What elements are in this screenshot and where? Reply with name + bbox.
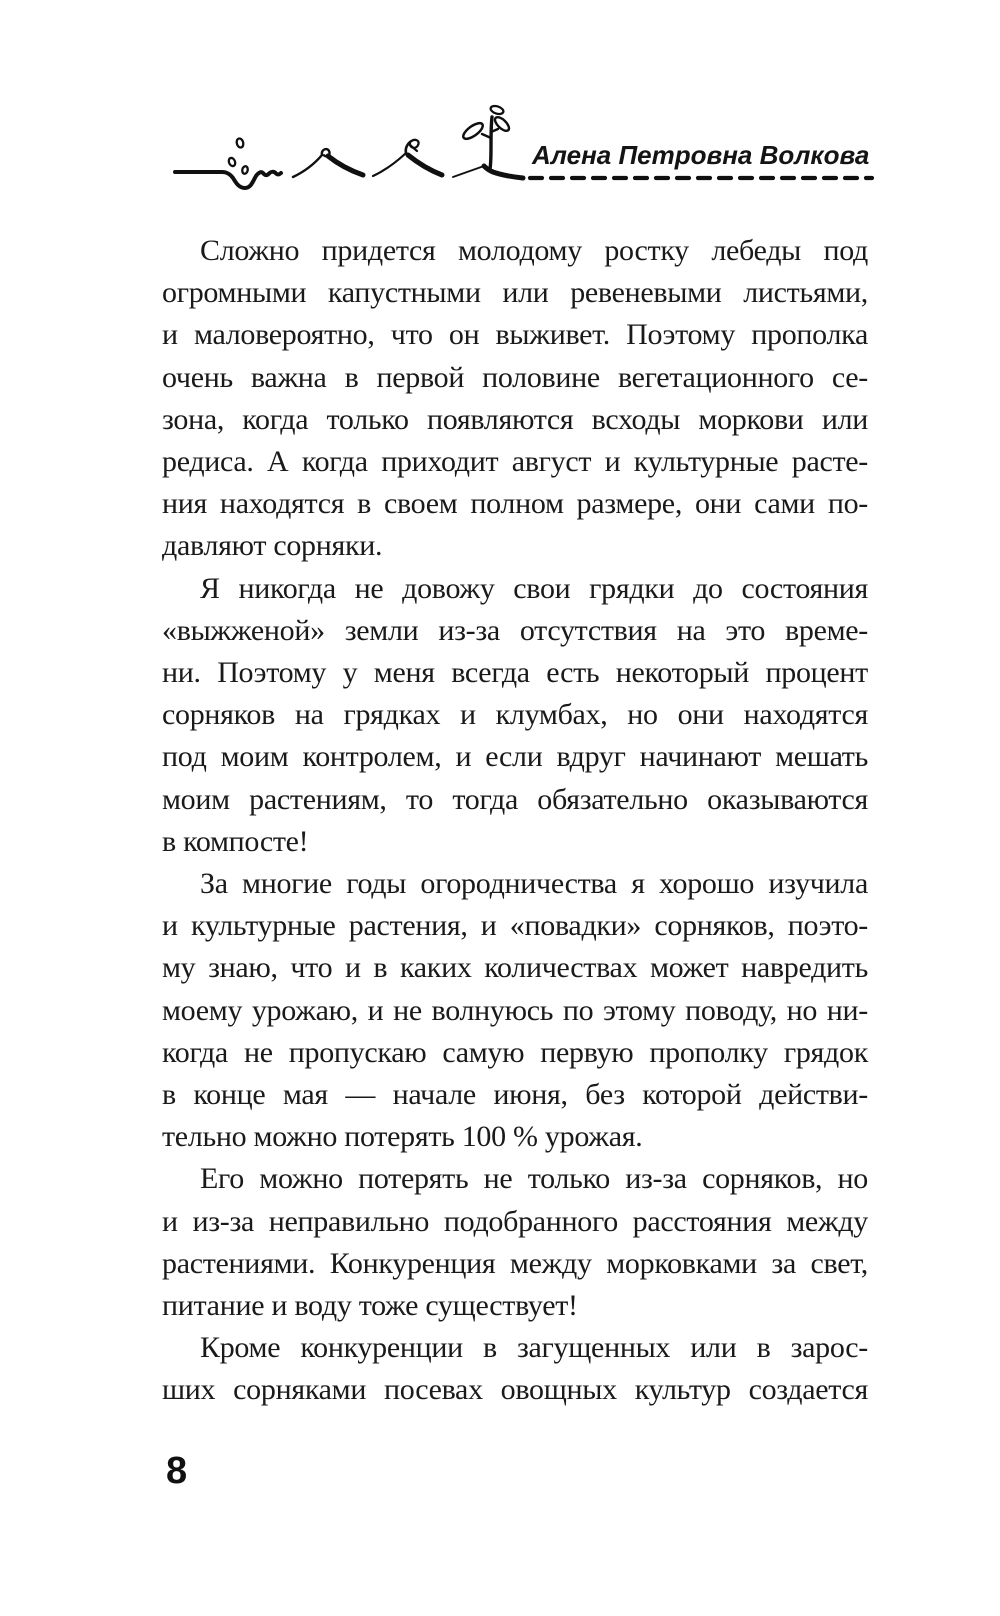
paragraph [162, 1327, 868, 1411]
text-line: моим растениям, то тогда обязательно оказываются [162, 782, 868, 816]
text-line: ния находятся в своем полном размере, они сами по- [162, 487, 868, 521]
text-line: давляют сорняки. [162, 529, 383, 563]
text-line: За многие годы огородничества я хорошо изучила [200, 867, 868, 901]
text-line: ших сорняками посевах овощных культур создается [162, 1373, 868, 1407]
text-line: и маловероятно, что он выживет. Поэтому прополка [162, 318, 868, 352]
text-line: и из-за неправильно подобранного расстояния между [162, 1204, 868, 1238]
seeds-furrow-sketch [175, 138, 281, 188]
text-block [162, 230, 868, 1412]
text-line: Сложно придется молодому ростку лебеды под [200, 234, 868, 267]
text-line: Кроме конкуренции в загущенных или в зарос- [200, 1331, 868, 1365]
text-line: «выжженой» земли из-за отсутствия на это време- [162, 613, 868, 647]
text-line: му знаю, что и в каких количествах может навредить [162, 951, 868, 985]
sprouting-mound-sketch [293, 149, 363, 177]
paragraph [162, 230, 868, 568]
paragraph [162, 568, 868, 863]
text-line: Его можно потерять не только из-за сорняков, но [200, 1162, 868, 1196]
text-line: тельно можно потерять 100 % урожая. [162, 1120, 643, 1154]
text-line: под моим контролем, и если вдруг начинают мешать [162, 740, 868, 774]
seedling-mound-sketch [373, 140, 442, 176]
text-line: зона, когда только появляются всходы моркови или [162, 402, 868, 436]
page-number: 8 [166, 1450, 188, 1492]
text-line: в компосте! [162, 824, 309, 858]
text-line: ни. Поэтому у меня всегда есть некоторый процент [162, 656, 868, 690]
text-line: Я никогда не довожу свои грядки до состояния [200, 571, 868, 605]
text-line: моему урожаю, и не волнуюсь по этому поводу, но ни- [162, 993, 868, 1027]
text-line: питание и воду тоже существует! [162, 1289, 578, 1323]
text-line: и культурные растения, и «повадки» сорняков, поэто- [162, 909, 868, 943]
paragraph [162, 1158, 868, 1327]
text-line: очень важна в первой половине вегетационного се- [162, 360, 868, 394]
author-name: Алена Петровна Волкова [532, 140, 870, 170]
text-line: огромными капустными или ревеневыми листьями, [162, 276, 868, 310]
text-line: когда не пропускаю самую первую прополку грядок [162, 1035, 868, 1069]
paragraph [162, 863, 868, 1158]
text-line: растениями. Конкуренция между морковками за свет, [162, 1246, 868, 1280]
young-plant-sketch [453, 105, 523, 178]
text-line: в конце мая — начале июня, без которой действи- [162, 1078, 868, 1112]
text-line: сорняков на грядках и клумбах, но они находятся [162, 698, 868, 732]
text-line: редиса. А когда приходит август и культурные расте- [162, 445, 868, 479]
